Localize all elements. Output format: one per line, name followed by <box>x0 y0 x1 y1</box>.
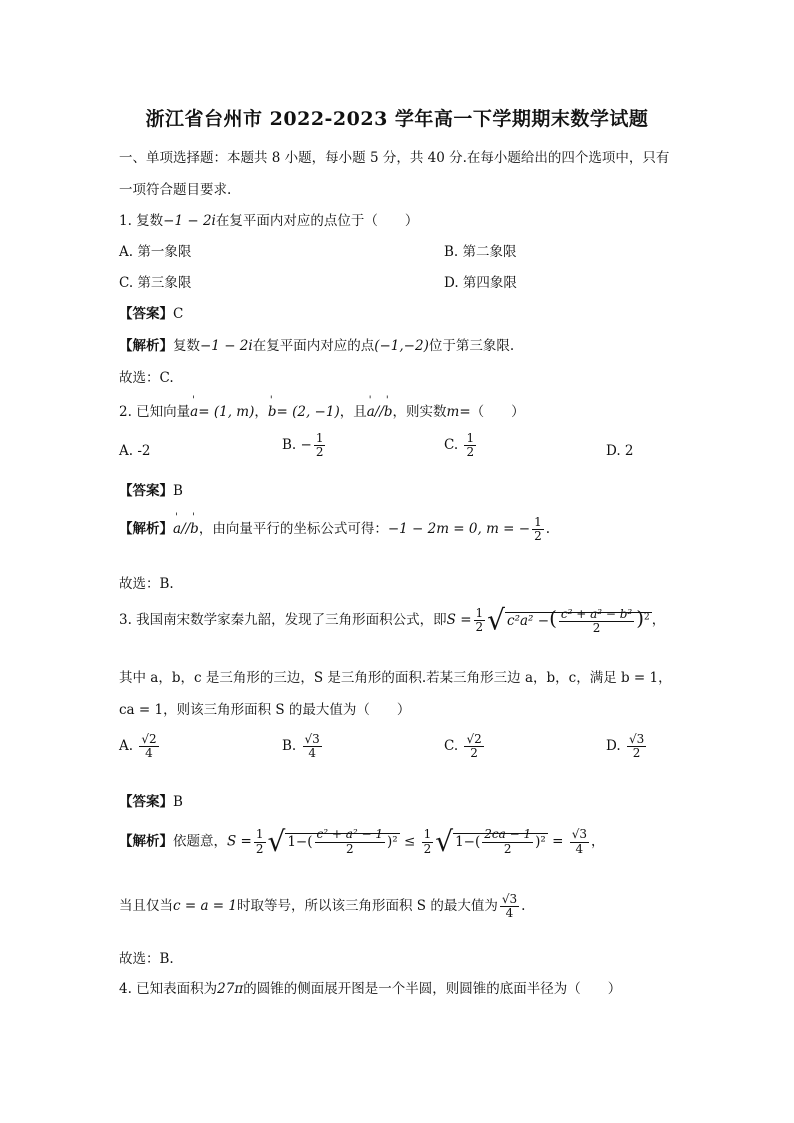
q3-option-b-fraction: $\frac{√3}{4}$ <box>304 732 320 761</box>
q2-analysis: 【解析】' a//' b，由向量平行的坐标公式可得：−1 − 2m = 0, m = − $\frac{1}{2}$ . <box>119 516 550 543</box>
q2-var-m: m <box>446 404 460 420</box>
q2-cond-rel: // <box>374 404 384 420</box>
q2-analysis-vec-b: ' b <box>190 521 199 537</box>
q2-conclusion: 故选：B. <box>119 576 174 592</box>
q3-eq-expr: c = a = 1 <box>173 898 237 915</box>
q3-eq-end: . <box>521 898 526 915</box>
q3-answer <box>119 790 183 810</box>
q2-option-b <box>282 432 327 459</box>
q2-stem-suffix: ，则实数 <box>392 404 447 420</box>
sqrt-icon: √ <box>435 825 454 858</box>
q4-stem <box>119 977 621 997</box>
q2-stem-tail: =（ ） <box>459 404 525 420</box>
q3-option-a-fraction: $\frac{√2}{4}$ <box>141 732 157 761</box>
q2-analysis-eq: −1 − 2m = 0, m = − <box>387 521 531 538</box>
q1-stem <box>119 209 418 229</box>
page-title: 浙江省台州市 2022-2023 学年高一下学期期末数学试题 <box>145 108 649 130</box>
q3-analysis-radicand-2: 1−( $\frac{2ca - 1}{2}$ )² <box>455 827 546 856</box>
q1-analysis <box>119 334 514 354</box>
q4-stem-suffix: 的圆锥的侧面展开图是一个半圆，则圆锥的底面半径为（ ） <box>243 981 622 997</box>
q1-option-b: B. 第二象限 <box>444 244 517 260</box>
q4-stem-expr: 27π <box>217 981 244 997</box>
q3-option-a <box>119 733 161 760</box>
answer-label: 【答案】 <box>119 306 173 322</box>
q2-analysis-rel: // <box>181 521 191 538</box>
section-intro-line2: 一项符合题目要求. <box>119 182 232 198</box>
q2-option-b-sign: − <box>300 437 312 454</box>
q2-cond-vec-b: ' b <box>384 404 393 420</box>
sqrt-icon: √ <box>487 603 506 637</box>
sqrt-icon: √ <box>267 825 286 858</box>
q2-answer-value: B <box>173 483 183 499</box>
answer-label: 【答案】 <box>119 794 173 810</box>
q1-analysis-mid: 在复平面内对应的点 <box>252 338 375 354</box>
q3-answer-value: B <box>173 794 183 810</box>
q3-analysis-le: ≤ <box>404 833 416 850</box>
q3-stem-prefix: 3. 我国南宋数学家秦九韶，发现了三角形面积公式，即 <box>119 612 447 629</box>
q3-option-b <box>282 733 324 760</box>
q1-stem-prefix: 1. 复数 <box>119 213 164 229</box>
q3-analysis-prefix: 依题意， <box>173 833 227 850</box>
q3-stem-comma: ， <box>651 612 666 629</box>
q1-stem-expr: −1 − 2i <box>163 213 216 229</box>
q1-option-a: A. 第一象限 <box>119 244 192 260</box>
q2-option-b-label: B. <box>282 437 297 454</box>
analysis-label: 【解析】 <box>119 833 173 850</box>
analysis-label: 【解析】 <box>119 338 173 354</box>
q3-option-a-label: A. <box>119 738 134 755</box>
q1-analysis-expr: −1 − 2i <box>200 338 253 354</box>
q3-conclusion: 故选：B. <box>119 951 174 967</box>
q1-option-d: D. 第四象限 <box>444 275 517 291</box>
q1-analysis-suffix: 位于第三象限. <box>428 338 515 354</box>
q3-eq-prefix: 当且仅当 <box>119 898 173 915</box>
q2-vec-b: ' b <box>268 404 277 420</box>
q3-analysis-eq: = <box>552 833 564 850</box>
q2-option-c-fraction: $\frac{1}{2}$ <box>466 431 475 460</box>
q3-analysis-comma: ， <box>590 833 605 850</box>
q3-analysis-radicand-1: 1−( $\frac{\text{c² + a² − 1}}{2}$ )² <box>287 827 398 856</box>
q2-vec-b-value: = (2, −1) <box>276 404 340 420</box>
q2-option-c-label: C. <box>444 437 459 454</box>
q1-answer <box>119 302 183 322</box>
q2-vec-a: ' a <box>190 404 198 420</box>
q3-option-d-label: D. <box>606 738 621 755</box>
q3-option-b-label: B. <box>282 738 297 755</box>
q1-stem-suffix: 在复平面内对应的点位于（ ） <box>215 213 419 229</box>
q3-analysis-s: S = <box>227 833 252 850</box>
q3-formula-half: $\frac{1}{2}$ <box>475 605 484 635</box>
q1-conclusion: 故选：C. <box>119 370 174 386</box>
q3-analysis-result: $\frac{√3}{4}$ <box>571 827 587 856</box>
q3-formula-radicand: c²a² −( $\frac{\text{c² + a² − b²}}{2}$ )$^2$ <box>507 606 650 635</box>
q3-stem <box>119 603 666 637</box>
q2-option-b-fraction: $\frac{1}{2}$ <box>315 431 324 460</box>
q3-analysis-half-1: $\frac{1}{2}$ <box>255 827 264 856</box>
q2-vec-a-value: = (1, m) <box>198 404 255 420</box>
q2-analysis-mid: ，由向量平行的坐标公式可得： <box>198 521 388 538</box>
q3-option-d-fraction: $\frac{√3}{2}$ <box>628 732 645 761</box>
q2-analysis-vec-a: ' a <box>173 521 181 537</box>
q3-formula-s: S = <box>446 612 472 629</box>
q2-stem: 2. 已知向量' a= (1, m)，' b= (2, −1)，且' a//' b，则实数m=（ ） <box>119 400 525 420</box>
q1-analysis-prefix: 复数 <box>173 338 200 354</box>
q3-stem-line3: ca = 1，则该三角形面积 S 的最大值为（ ） <box>119 702 411 718</box>
q3-equality-line <box>119 893 525 920</box>
q2-stem-prefix: 2. 已知向量 <box>119 404 191 420</box>
q2-option-a: A. -2 <box>119 443 151 459</box>
q2-analysis-fraction: $\frac{1}{2}$ <box>534 515 542 544</box>
q3-eq-result: $\frac{√3}{4}$ <box>501 892 518 921</box>
q3-eq-suffix: 时取等号，所以该三角形面积 S 的最大值为 <box>237 898 498 915</box>
q2-option-c <box>444 432 478 459</box>
q3-analysis <box>119 825 605 858</box>
q3-option-c-fraction: $\frac{√2}{2}$ <box>466 732 482 761</box>
section-intro-line1: 一、单项选择题：本题共 8 小题，每小题 5 分，共 40 分.在每小题给出的四个选项中，只有 <box>119 150 670 166</box>
q4-stem-prefix: 4. 已知表面积为 <box>119 981 218 997</box>
q1-analysis-point: (−1,−2) <box>374 338 429 354</box>
q3-analysis-half-2: $\frac{1}{2}$ <box>423 827 432 856</box>
q3-stem-line2: 其中 a，b，c 是三角形的三边，S 是三角形的面积.若某三角形三边 a，b，c，满足 b = 1， <box>119 670 672 686</box>
q2-cond-vec-a: ' a <box>367 404 375 420</box>
q3-option-d <box>606 733 648 760</box>
q2-cond-prefix: ，且 <box>339 404 367 420</box>
q1-answer-value: C <box>173 306 184 322</box>
q3-option-c <box>444 733 486 760</box>
q2-option-d: D. 2 <box>606 443 634 459</box>
q1-option-c: C. 第三象限 <box>119 275 192 291</box>
q2-answer <box>119 479 183 499</box>
answer-label: 【答案】 <box>119 483 173 499</box>
q3-option-c-label: C. <box>444 738 459 755</box>
analysis-label: 【解析】 <box>119 521 173 538</box>
